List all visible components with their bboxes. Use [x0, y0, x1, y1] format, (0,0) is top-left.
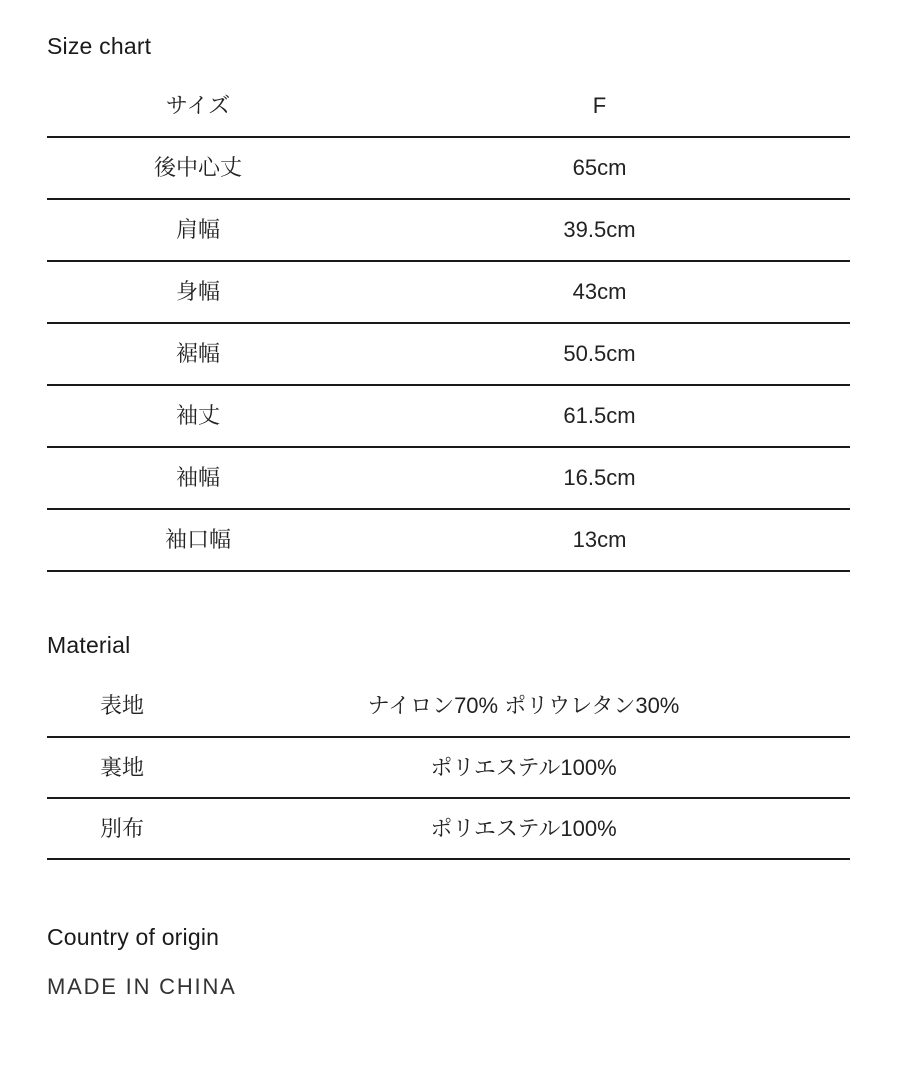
- table-row: [47, 509, 850, 571]
- table-row: [47, 199, 850, 261]
- material-row-label: 表地: [99, 693, 144, 718]
- size-row-label: 肩幅: [47, 199, 349, 261]
- size-row-label: 身幅: [47, 261, 349, 323]
- material-row-label: 別布: [47, 798, 197, 859]
- size-row-value: 13cm: [349, 509, 850, 571]
- size-row-label: 袖口幅: [47, 509, 349, 571]
- size-row-value: 39.5cm: [349, 199, 850, 261]
- size-header-label: サイズ: [165, 93, 231, 118]
- country-of-origin-title: Country of origin: [47, 924, 220, 950]
- size-row-value: 65cm: [349, 137, 850, 199]
- table-row: [47, 323, 850, 385]
- size-row-value: 43cm: [349, 261, 850, 323]
- size-row-value: 16.5cm: [349, 447, 850, 509]
- size-header-row: [47, 76, 850, 137]
- size-row-value: 61.5cm: [349, 385, 850, 447]
- material-row-value: ナイロン70% ポリウレタン30%: [367, 693, 680, 718]
- size-row-label: 後中心丈: [47, 137, 349, 199]
- size-row-label: 袖丈: [47, 385, 349, 447]
- size-chart-title: Size chart: [47, 33, 152, 59]
- material-row-value: ポリエステル100%: [197, 737, 850, 798]
- size-row-label: 裾幅: [47, 323, 349, 385]
- size-header-value: F: [592, 93, 607, 118]
- size-row-label: 袖幅: [47, 447, 349, 509]
- table-row: [47, 447, 850, 509]
- table-row: [47, 798, 850, 859]
- material-row-value: ポリエステル100%: [197, 798, 850, 859]
- table-row: [47, 385, 850, 447]
- table-row: [47, 137, 850, 199]
- material-row-label: 裏地: [47, 737, 197, 798]
- material-table: [47, 676, 850, 860]
- table-row: [47, 737, 850, 798]
- material-title: Material: [47, 632, 131, 658]
- size-row-value: 50.5cm: [349, 323, 850, 385]
- table-row: [47, 261, 850, 323]
- size-chart-table: [47, 76, 850, 572]
- table-row: [47, 676, 850, 737]
- country-of-origin-value: MADE IN CHINA: [47, 974, 237, 999]
